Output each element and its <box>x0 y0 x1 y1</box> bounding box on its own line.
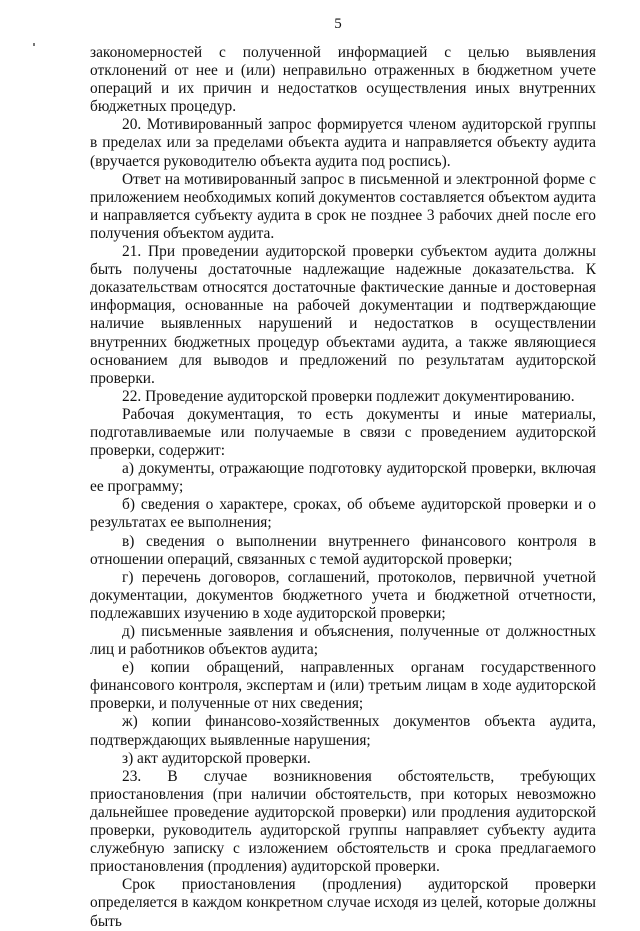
list-item-z: з) акт аудиторской проверки. <box>122 749 311 767</box>
list-item-e: е) копии обращений, направленных органам государственного финансового контроля, экспертам и (или) третьим лицам в ходе аудиторской проверки, и полученные от них сведения; <box>90 659 596 713</box>
paragraph-suspension-term: Срок приостановления (продления) аудиторской проверки определяется в каждом конкретном случае исходя из целей, которые должны быть <box>90 876 596 930</box>
paragraph-response: Ответ на мотивированный запрос в письменной и электронной форме с приложением необходимых копий документов составляется объектом аудита и направляется субъекту аудита в срок не позднее 3 рабочих дней после его получения объектом аудита. <box>90 170 596 242</box>
paragraph-item-20: 20. Мотивированный запрос формируется членом аудиторской группы в пределах или за пределами объекта аудита и направляется объекту аудита (вручается руководителю объекта аудита под роспись). <box>90 116 596 170</box>
list-item-b: б) сведения о характере, сроках, об объеме аудиторской проверки и о результатах ее выполнения; <box>90 496 596 532</box>
list-item-a: а) документы, отражающие подготовку аудиторской проверки, включая ее программу; <box>90 460 596 496</box>
paragraph-item-22: 22. Проведение аудиторской проверки подлежит документированию. <box>122 387 575 405</box>
paragraph-working-docs: Рабочая документация, то есть документы и иные материалы, подготавливаемые или получаемые в связи с проведением аудиторской проверки, содержит: <box>90 405 596 460</box>
list-item-g: г) перечень договоров, соглашений, протоколов, первичной учетной документации, документов бюджетного учета и бюджетной отчетности, подлежавших изучению в ходе аудиторской проверки; <box>90 568 596 622</box>
document-body <box>90 44 596 931</box>
paragraph-item-23: 23. В случае возникновения обстоятельств, требующих приостановления (при наличии обстоятельств, при которых невозможно дальнейшее проведение аудиторской проверки) или продления аудиторской проверки, руководитель аудиторской группы направляет субъекту аудита служебную записку с изложением обстоятельств и срока предлагаемого приостановления (продления) аудиторской проверки. <box>90 767 596 876</box>
paragraph-item-21: 21. При проведении аудиторской проверки субъектом аудита должны быть получены достаточные надлежащие надежные доказательства. К доказательствам относятся достаточные фактические данные и достоверная информация, основанные на рабочей документации и подтверждающие наличие выявленных нарушений и недостатков в осуществлении внутренних бюджетных процедур объектами аудита, а также являющиеся основанием для выводов и предложений по результатам аудиторской проверки. <box>90 243 596 387</box>
page-number: 5 <box>334 16 342 32</box>
scan-speck <box>33 43 35 46</box>
paragraph-continuation: закономерностей с полученной информацией с целью выявления отклонений от нее и (или) неправильно отраженных в бюджетном учете операций и их причин и недостатков осуществления иных внутренних бюджетных процедур. <box>90 44 596 116</box>
list-item-zh: ж) копии финансово-хозяйственных документов объекта аудита, подтверждающих выявленные нарушения; <box>90 713 596 749</box>
list-item-v: в) сведения о выполнении внутреннего финансового контроля в отношении операций, связанных с темой аудиторской проверки; <box>90 532 596 568</box>
list-item-d: д) письменные заявления и объяснения, полученные от должностных лиц и работников объектов аудита; <box>90 623 596 659</box>
